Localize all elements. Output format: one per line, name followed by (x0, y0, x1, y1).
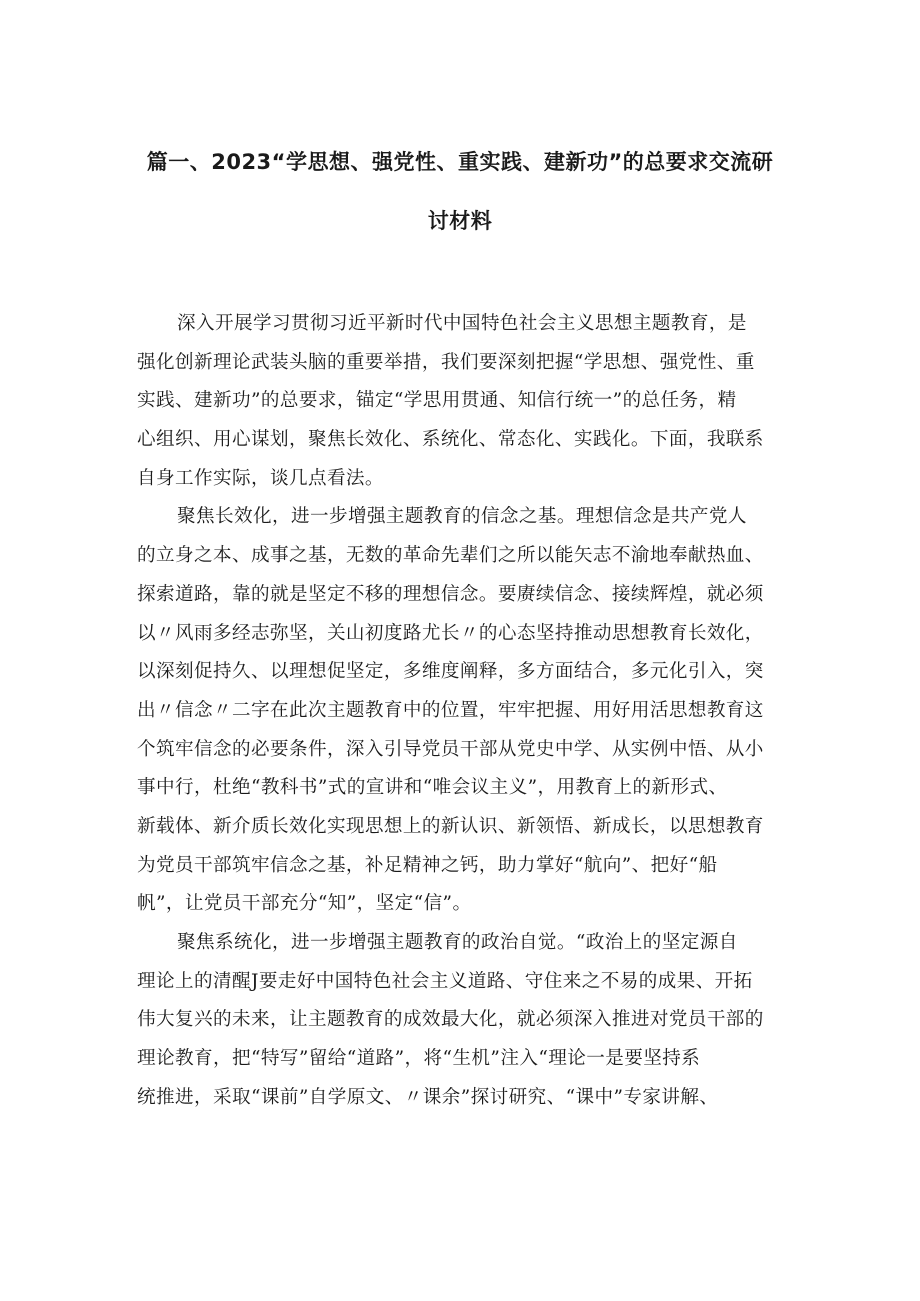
document-title-line-2: 讨材料 (427, 209, 493, 233)
text-line: 伟大复兴的未来，让主题教育的成效最大化，就必须深入推进对党员干部的 (137, 1009, 764, 1031)
text-line: 出〃信念〃二字在此次主题教育中的位置，牢牢把握、用好用活思想教育这 (137, 699, 764, 721)
text-line: 事中行，杜绝“教科书”式的宣讲和“唯会议主义”，用教育上的新形式、 (137, 777, 728, 799)
text-line: 以深刻促持久、以理想促坚定，多维度阐释，多方面结合，多元化引入，突 (137, 661, 764, 683)
text-line: 理论教育，把“特写”留给“道路”，将“生机”注入“理论一是要坚持系 (137, 1048, 701, 1070)
paragraph-long-term (137, 498, 797, 924)
paragraph-intro (137, 305, 797, 498)
text-line: 心组织、用心谋划，聚焦长效化、系统化、常态化、实践化。下面，我联系 (137, 429, 764, 451)
text-line: 帆”，让党员干部充分“知”，坚定“信”。 (137, 893, 472, 915)
text-line: 理论上的清醒J要走好中国特色社会主义道路、守住来之不易的成果、开拓 (137, 970, 753, 992)
document-body (137, 305, 797, 1117)
text-line: 统推进，采取“课前”自学原文、〃课余”探讨研究、“课中”专家讲解、 (137, 1086, 719, 1108)
text-line: 个筑牢信念的必要条件，深入引导党员干部从党史中学、从实例中悟、从小 (137, 738, 764, 760)
text-line: 聚焦系统化，进一步增强主题教育的政治自觉。“政治上的坚定源自 (177, 932, 738, 953)
text-line: 以〃风雨多经志弥坚，关山初度路尤长〃的心态坚持推动思想教育长效化， (137, 622, 764, 644)
document-title-line-1: 篇一、2023“学思想、强党性、重实践、建新功”的总要求交流研 (146, 150, 774, 174)
text-line: 强化创新理论武装头脑的重要举措，我们要深刻把握“学思想、强党性、重 (137, 351, 755, 373)
text-line: 自身工作实际，谈几点看法。 (137, 467, 384, 489)
paragraph-systematic (137, 924, 797, 1117)
text-line: 新载体、新介质长效化实现思想上的新认识、新领悟、新成长，以思想教育 (137, 815, 764, 837)
text-line: 探索道路，靠的就是坚定不移的理想信念。要赓续信念、接续辉煌，就必须 (137, 583, 764, 605)
text-line: 的立身之本、成事之基，无数的革命先辈们之所以能矢志不渝地奉献热血、 (137, 545, 764, 567)
text-line: 实践、建新功”的总要求，锚定“学思用贯通、知信行统一”的总任务，精 (137, 390, 737, 412)
text-line: 深入开展学习贯彻习近平新时代中国特色社会主义思想主题教育，是 (177, 313, 747, 334)
text-line: 聚焦长效化，进一步增强主题教育的信念之基。理想信念是共产党人 (177, 506, 747, 528)
text-line: 为党员干部筑牢信念之基，补足精神之钙，助力掌好“航向”、把好“船 (137, 854, 718, 876)
